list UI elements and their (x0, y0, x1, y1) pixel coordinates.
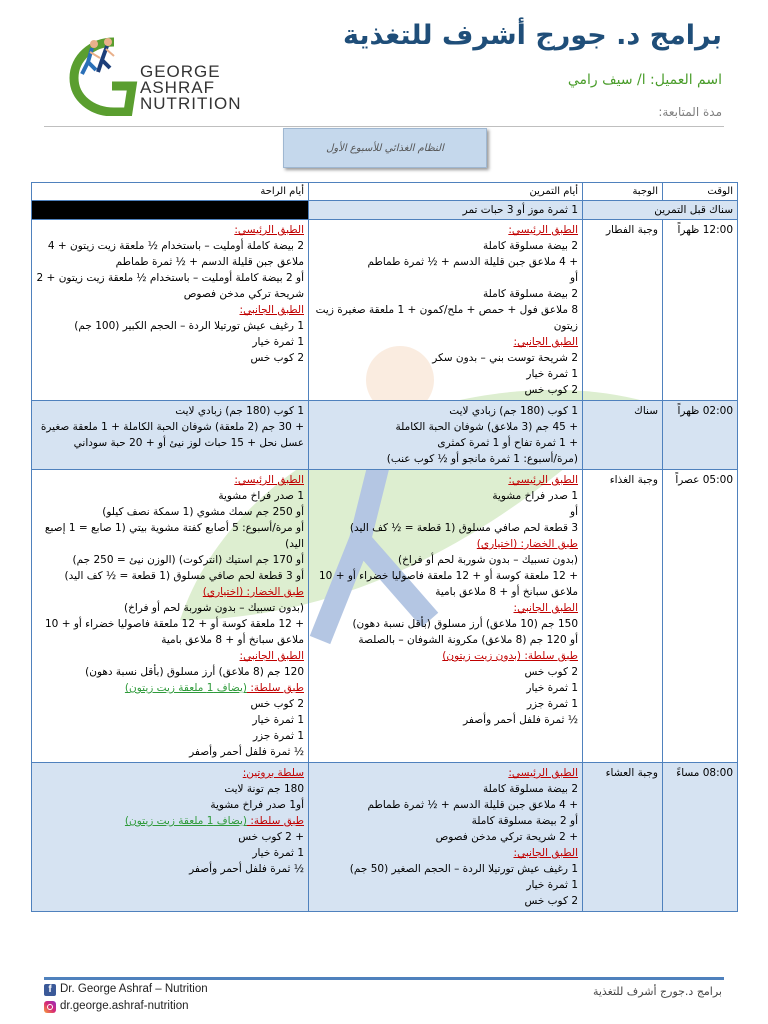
facebook-icon: f (44, 984, 56, 996)
list-item: أو مرة/أسبوع: 5 أصابع كفتة مشوية بيتي (1 صابع = 1 إصبع اليد) (44, 522, 304, 550)
list-item: 120 جم (8 ملاعق) أرز مسلوق (بأقل نسبة دهون) (85, 666, 304, 678)
list-item: 2 كوب خس (250, 352, 304, 364)
lunch-training-side-title: الطبق الجانبي: (513, 602, 578, 614)
followup-label: مدة المتابعة: (658, 105, 722, 119)
lunch-rest-veg-title: طبق الخضار: (اختياري) (202, 586, 304, 598)
list-item: 1 ثمرة جزر (252, 730, 304, 742)
list-item: 1 كوب (180 جم) زبادي لايت (449, 405, 578, 417)
lunch-rest-salad-heading (36, 680, 304, 696)
pre-workout-meal: سناك قبل التمرين (583, 201, 738, 220)
dinner-training-main-title: الطبق الرئيسي: (508, 767, 578, 779)
col-header-training: أيام التمرين (309, 183, 583, 201)
dinner-training (309, 763, 583, 912)
dinner-rest (32, 763, 309, 912)
client-label: اسم العميل: (645, 72, 722, 88)
list-item: 2 كوب خس (524, 384, 578, 396)
list-item: أو 2 بيضة كاملة أومليت – باستخدام ½ ملعقة زيت زيتون + 2 شريحة تركي مدخن فصوص (36, 272, 304, 300)
client-name-line (568, 72, 722, 88)
page-title: برامج د. جورج أشرف للتغذية (343, 20, 722, 51)
col-header-time: الوقت (663, 183, 738, 201)
list-item: أو (570, 506, 578, 518)
dinner-rest-salad-heading (36, 813, 304, 829)
brand-logo (52, 36, 242, 116)
list-item: 2 بيضة مسلوقة كاملة (483, 288, 578, 300)
breakfast-training-main-title: الطبق الرئيسي: (508, 224, 578, 236)
meal-plan-table (31, 182, 738, 912)
snack-training (309, 401, 583, 470)
list-item: أو 250 جم سمك مشوي (1 سمكة نصف كيلو) (102, 506, 304, 518)
dinner-rest-main-title: سلطة بروتين: (242, 767, 304, 779)
table-row-snack (32, 401, 738, 470)
week-title-box (283, 128, 487, 168)
list-item: 1 ثمرة خيار (526, 368, 578, 380)
list-item: + 2 شريحة تركي مدخن فصوص (435, 831, 578, 843)
lunch-meal: وجبة الغذاء (583, 470, 663, 763)
lunch-rest (32, 470, 309, 763)
list-item: 3 قطعة لحم صافي مسلوق (1 قطعة = ½ كف اليد) (349, 522, 578, 534)
list-item: أو 170 جم استيك (انتركوت) (الوزن نيئ = 250 جم) (72, 554, 304, 566)
list-item: ½ ثمرة فلفل أحمر وأصفر (463, 714, 578, 726)
list-item: أو 3 قطعة لحم صافي مسلوق (1 قطعة = ½ كف اليد) (64, 570, 304, 582)
lunch-training (309, 470, 583, 763)
snack-time: 02:00 ظهراً (663, 401, 738, 470)
list-item: 2 بيضة كاملة أومليت – باستخدام ½ ملعقة زيت زيتون + 4 ملاعق جبن قليلة الدسم + ½ ثمرة طماطم (47, 240, 304, 268)
header-divider (44, 126, 724, 127)
dinner-meal: وجبة العشاء (583, 763, 663, 912)
dinner-training-side-title: الطبق الجانبي: (513, 847, 578, 859)
col-header-meal: الوجبة (583, 183, 663, 201)
logo-line-1: GEORGE (140, 62, 221, 81)
breakfast-rest (32, 220, 309, 401)
list-item: أو1 صدر فراخ مشوية (210, 799, 304, 811)
breakfast-rest-side-title: الطبق الجانبي: (239, 304, 304, 316)
list-item: 1 ثمرة خيار (526, 879, 578, 891)
breakfast-training-side-title: الطبق الجانبي: (513, 336, 578, 348)
breakfast-meal: وجبة الفطار (583, 220, 663, 401)
list-item: ½ ثمرة فلفل أحمر وأصفر (189, 863, 304, 875)
pre-workout-training: 1 ثمرة موز أو 3 حبات تمر (309, 201, 583, 220)
logo-line-3: NUTRITION (140, 94, 242, 113)
breakfast-training (309, 220, 583, 401)
list-item: 8 ملاعق فول + حمص + ملح/كمون + 1 ملعقة صغيرة زيت زيتون (315, 304, 578, 332)
list-item: 2 بيضة مسلوقة كاملة (483, 783, 578, 795)
breakfast-time: 12:00 ظهراً (663, 220, 738, 401)
lunch-rest-salad-note: (يضاف 1 ملعقة زيت زيتون) (124, 682, 247, 694)
list-item: (بدون تسبيك – بدون شوربة لحم أو فراخ) (397, 554, 578, 566)
list-item: + 4 ملاعق جبن قليلة الدسم + ½ ثمرة طماطم (367, 799, 578, 811)
list-item: أو 2 بيضة مسلوقة كاملة (471, 815, 578, 827)
list-item: + 4 ملاعق جبن قليلة الدسم + ½ ثمرة طماطم (367, 256, 578, 268)
table-row-breakfast (32, 220, 738, 401)
list-item: 2 شريحة توست بني – بدون سكر (432, 352, 578, 364)
list-item: 1 كوب (180 جم) زبادي لايت (175, 405, 304, 417)
lunch-rest-salad-title: طبق سلطة: (246, 682, 304, 694)
footer-brand: برامج د.جورج أشرف للتغذية (592, 985, 722, 998)
snack-meal: سناك (583, 401, 663, 470)
table-row-pre-workout (32, 201, 738, 220)
snack-rest (32, 401, 309, 470)
list-item: (بدون تسبيك – بدون شوربة لحم أو فراخ) (123, 602, 304, 614)
footer-divider (44, 977, 724, 980)
table-row-lunch (32, 470, 738, 763)
list-item: 2 كوب خس (524, 666, 578, 678)
list-item: + 12 ملعقة كوسة أو + 12 ملعقة فاصوليا خضراء أو + 10 ملاعق سبانخ أو + 8 ملاعق بامية (45, 618, 304, 646)
list-item: + 1 ثمرة تفاح أو 1 ثمرة كمثرى (437, 437, 578, 449)
dinner-rest-salad-title: طبق سلطة: (246, 815, 304, 827)
lunch-rest-main-title: الطبق الرئيسي: (234, 474, 304, 486)
list-item: 1 صدر فراخ مشوية (218, 490, 304, 502)
list-item: أو (570, 272, 578, 284)
list-item: 1 ثمرة خيار (526, 682, 578, 694)
list-item: 1 رغيف عيش تورتيلا الردة – الحجم الصغير (50 جم) (349, 863, 578, 875)
list-item: 1 ثمرة جزر (526, 698, 578, 710)
instagram-link[interactable] (44, 998, 208, 1015)
list-item: 1 ثمرة خيار (252, 847, 304, 859)
instagram-handle: dr.george.ashraf-nutrition (60, 1000, 189, 1012)
lunch-time: 05:00 عصراً (663, 470, 738, 763)
list-item: (مرة/أسبوع: 1 ثمرة مانجو أو ½ كوب عنب) (386, 453, 578, 465)
footer-social (44, 981, 208, 1015)
client-name: ا/ سيف رامي (567, 72, 646, 88)
col-header-rest: أيام الراحة (32, 183, 309, 201)
table-header-row (32, 183, 738, 201)
dinner-rest-salad-note: (يضاف 1 ملعقة زيت زيتون) (124, 815, 247, 827)
list-item: + 45 جم (3 ملاعق) شوفان الحبة الكاملة (395, 421, 578, 433)
list-item: 1 ثمرة خيار (252, 714, 304, 726)
lunch-training-main-title: الطبق الرئيسي: (508, 474, 578, 486)
list-item: 2 كوب خس (250, 698, 304, 710)
list-item: 1 صدر فراخ مشوية (492, 490, 578, 502)
list-item: 180 جم تونة لايت (224, 783, 304, 795)
breakfast-rest-main-title: الطبق الرئيسي: (234, 224, 304, 236)
instagram-icon (44, 1001, 56, 1013)
list-item: أو 120 جم (8 ملاعق) مكرونة الشوفان – بالصلصة (358, 634, 578, 646)
lunch-training-salad-title: طبق سلطة: (بدون زيت زيتون) (442, 650, 578, 662)
list-item: 1 ثمرة خيار (252, 336, 304, 348)
dinner-time: 08:00 مساءً (663, 763, 738, 912)
list-item: 2 بيضة مسلوقة كاملة (483, 240, 578, 252)
list-item: + 12 ملعقة كوسة أو + 12 ملعقة فاصوليا خضراء أو + 10 ملاعق سبانخ أو + 8 ملاعق بامية (319, 570, 578, 598)
facebook-link[interactable] (44, 981, 208, 998)
list-item: ½ ثمرة فلفل أحمر وأصفر (189, 746, 304, 758)
week-title: النظام الغذائي للأسبوع الأول (326, 142, 444, 154)
pre-workout-rest-blank (32, 201, 309, 220)
list-item: + 30 جم (2 ملعقة) شوفان الحبة الكاملة + 1 ملعقة صغيرة عسل نحل + 15 حبات لوز نيئ أو + 20 حبة سوداني (40, 421, 304, 449)
lunch-training-veg-title: طبق الخضار: (اختياري) (476, 538, 578, 550)
facebook-handle: Dr. George Ashraf – Nutrition (60, 983, 208, 995)
list-item: 150 جم (10 ملاعق) أرز مسلوق (بأقل نسبة دهون) (352, 618, 578, 630)
lunch-rest-side-title: الطبق الجانبي: (239, 650, 304, 662)
table-row-dinner (32, 763, 738, 912)
list-item: 2 كوب خس (524, 895, 578, 907)
list-item: + 2 كوب خس (238, 831, 304, 843)
logo-line-2: ASHRAF (140, 78, 215, 97)
list-item: 1 رغيف عيش تورتيلا الردة – الحجم الكبير (100 جم) (74, 320, 304, 332)
